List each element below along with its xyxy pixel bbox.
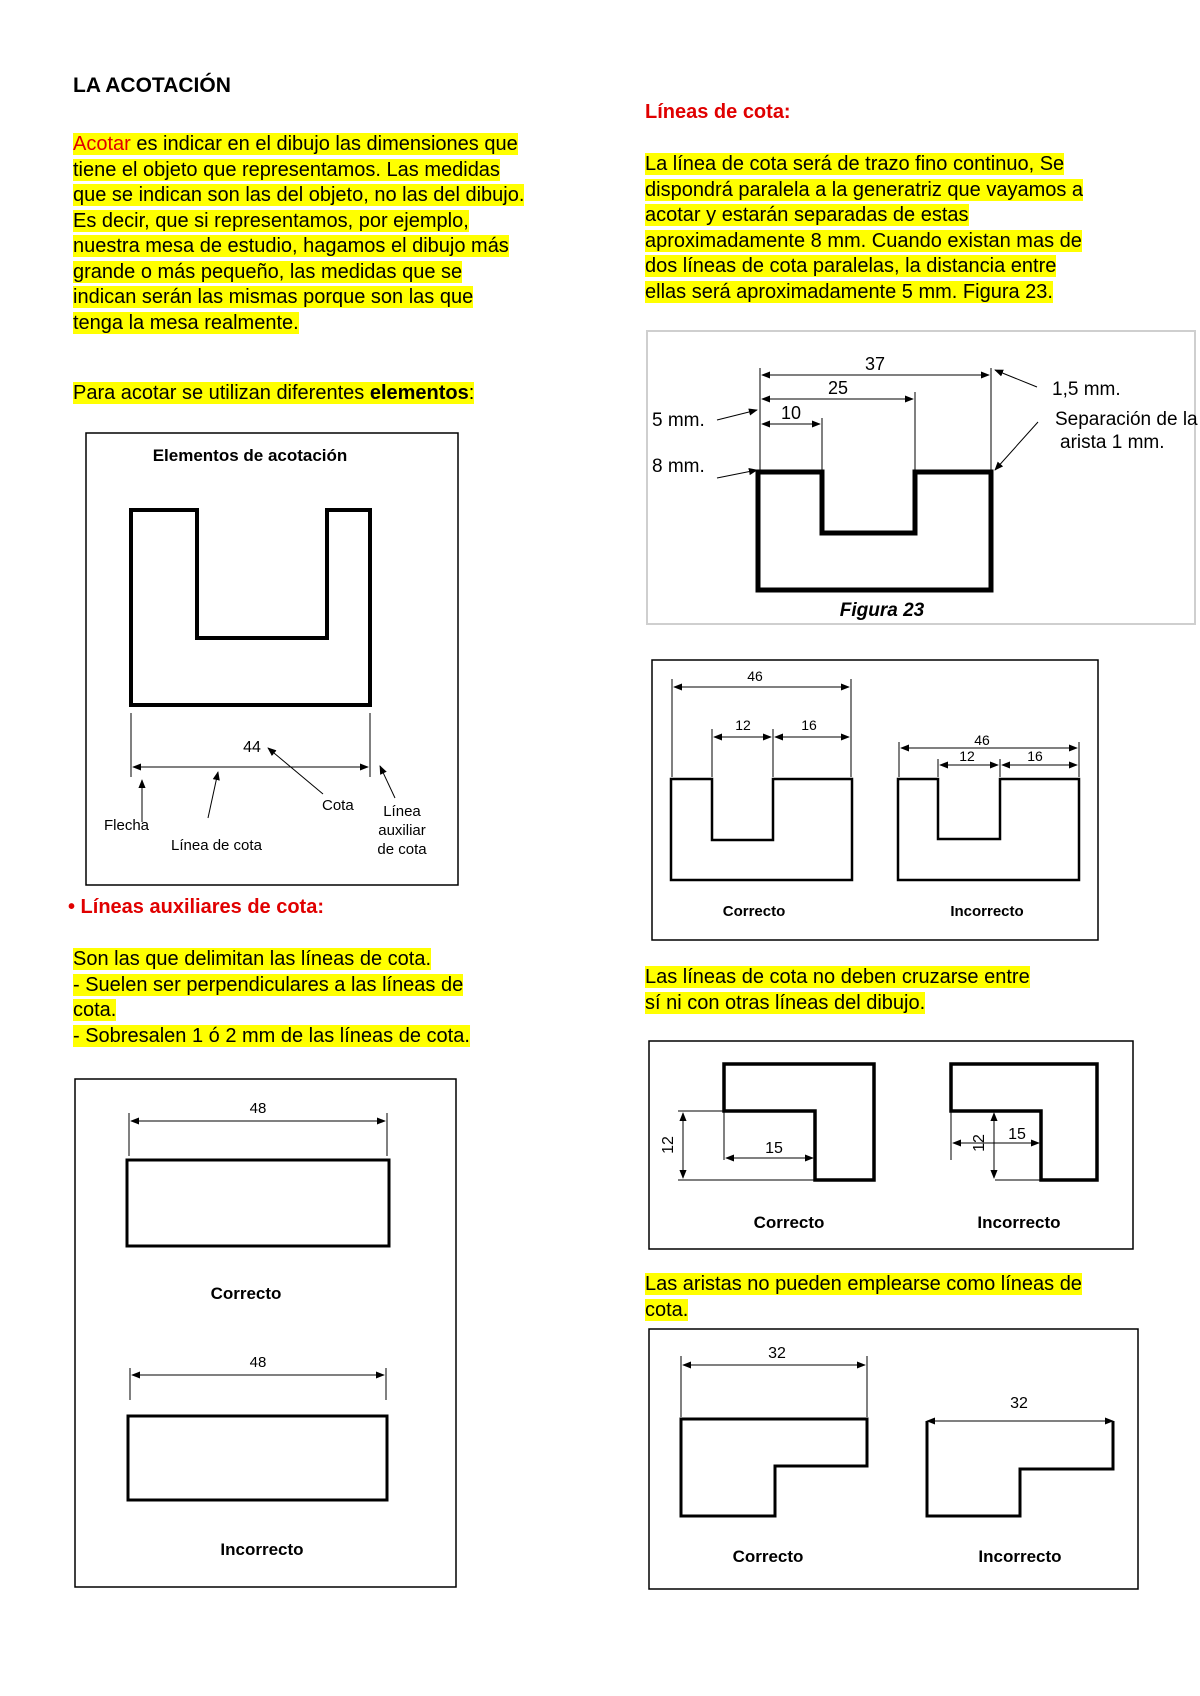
fig23-label-15mm: 1,5 mm. (1052, 379, 1121, 400)
figure-23 (645, 330, 1199, 626)
edge-label-incorrect: Incorrecto (978, 1547, 1062, 1566)
cross-correct-h: 15 (765, 1140, 783, 1157)
figure-lineas-auxiliares (74, 1078, 457, 1588)
figure-separacion-cotas (651, 659, 1099, 941)
fig23-v25: 25 (827, 378, 849, 398)
page-title: LA ACOTACIÓN (73, 74, 231, 97)
aux-paragraph: Son las que delimitan las líneas de cota. - Suelen ser perpendiculares a las líneas de cota. - Sobresalen 1 ó 2 mm de las líneas de cota. (73, 948, 470, 1047)
fig-elements-aux-1: Línea (383, 803, 421, 820)
spacing-incorrect-total: 46 (974, 732, 990, 748)
fig-aux-label-correct: Correcto (210, 1284, 282, 1303)
fig-elements-aux-3: de cota (377, 841, 427, 858)
aux-heading: • Líneas auxiliares de cota: (68, 896, 324, 918)
fig23-label-5mm: 5 mm. (652, 410, 705, 431)
fig23-caption: Figura 23 (839, 600, 925, 621)
spacing-incorrect-b: 16 (1027, 748, 1043, 764)
fig-elements-cota: Cota (322, 797, 354, 814)
elements-intro: Para acotar se utilizan diferentes elementos: (73, 382, 475, 404)
figure-aristas (648, 1328, 1139, 1590)
spacing-correct-total: 46 (747, 668, 763, 684)
spacing-correct-b: 16 (801, 717, 817, 733)
edge-correct-value: 32 (768, 1345, 786, 1362)
fig-elements-title: Elementos de acotación (152, 446, 348, 465)
fig-aux-label-incorrect: Incorrecto (220, 1540, 304, 1559)
cross-incorrect-h: 15 (1008, 1126, 1026, 1143)
spacing-label-correct: Correcto (722, 903, 786, 920)
cross-incorrect-v: 12 (971, 1134, 988, 1152)
fig-aux-value-bottom: 48 (249, 1354, 267, 1371)
cross-label-correct: Correcto (753, 1213, 825, 1232)
fig23-v10: 10 (780, 403, 802, 423)
fig-elements-linea-cota: Línea de cota (171, 837, 262, 854)
edge-incorrect-value: 32 (1010, 1395, 1028, 1412)
cross-paragraph: Las líneas de cota no deben cruzarse entre sí ni con otras líneas del dibujo. (645, 966, 1030, 1014)
fig23-v37: 37 (864, 354, 886, 374)
cota-heading: Líneas de cota: (645, 101, 791, 123)
fig-aux-value-top: 48 (249, 1100, 267, 1117)
spacing-incorrect-a: 12 (959, 748, 975, 764)
cota-paragraph: La línea de cota será de trazo fino continuo, Se dispondrá paralela a la generatriz que vayamos a acotar y estarán separadas de estas aproximadamente 8 mm. Cuando existan mas de dos líneas de cota paralelas, la distancia entre ellas será aproximadamente 5 mm. Figura 23. (645, 153, 1084, 303)
cross-label-incorrect: Incorrecto (977, 1213, 1061, 1232)
fig23-label-8mm: 8 mm. (652, 456, 705, 477)
fig23-label-sep1: Separación de la (1055, 409, 1198, 430)
fig-elements-value: 44 (243, 739, 261, 756)
figure-cruce-cotas (648, 1040, 1134, 1250)
figure-elementos-acotacion (85, 432, 459, 886)
intro-keyword: Acotar (73, 133, 131, 155)
spacing-label-incorrect: Incorrecto (950, 903, 1024, 920)
spacing-correct-a: 12 (735, 717, 751, 733)
fig23-label-sep2: arista 1 mm. (1060, 432, 1165, 453)
edge-paragraph: Las aristas no pueden emplearse como líneas de cota. (645, 1273, 1082, 1321)
edge-label-correct: Correcto (732, 1547, 804, 1566)
intro-paragraph: Acotar es indicar en el dibujo las dimensiones que tiene el objeto que representamos. Las medidas que se indican son las del objeto, no las del dibujo. Es decir, que si representamos, por ejemplo, nuestra mesa de estudio, hagamos el dibujo más grande o más pequeño, las medidas que se indican serán las mismas porque son las que tenga la mesa realmente. (73, 133, 525, 334)
fig-elements-aux-2: auxiliar (378, 822, 426, 839)
fig-elements-flecha: Flecha (104, 817, 150, 834)
cross-correct-v: 12 (660, 1136, 677, 1154)
